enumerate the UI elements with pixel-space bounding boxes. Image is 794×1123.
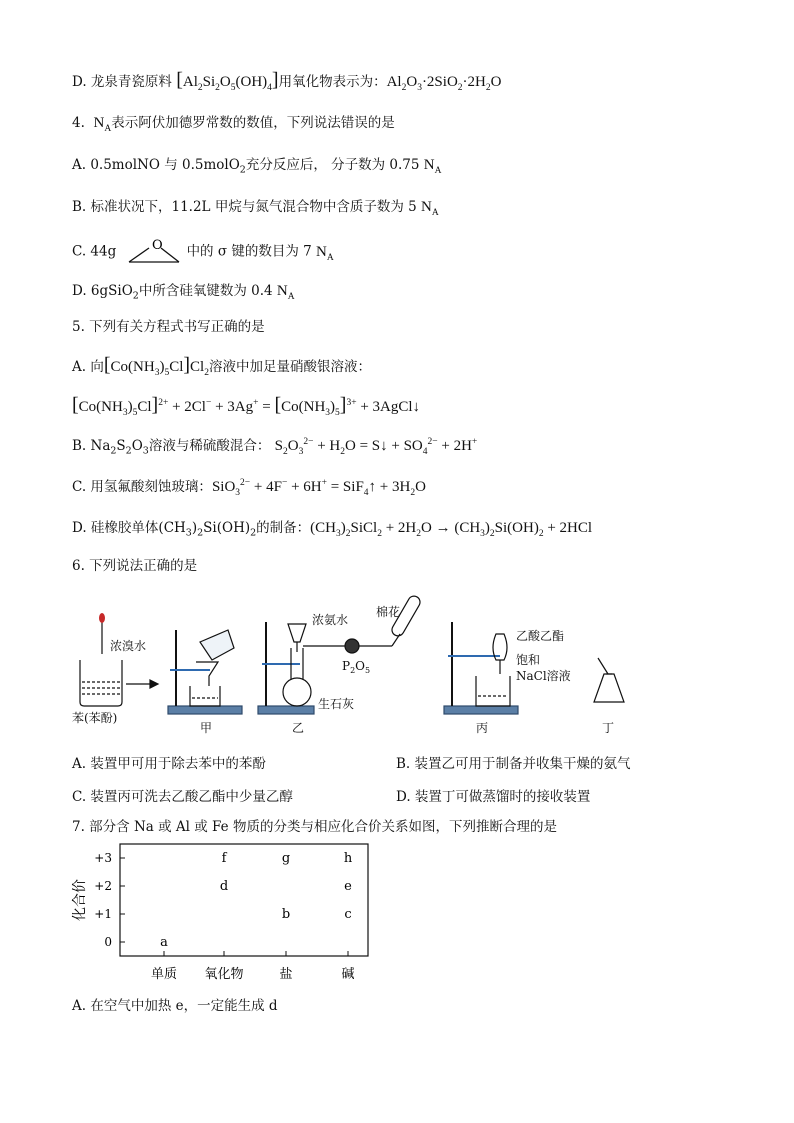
x-tick-label: 单质 (150, 967, 178, 982)
data-point-h: h (343, 851, 353, 866)
q4-option-a: A. 0.5molNO 与 0.5molO$_2$充分反应后， 分子数为 0.75 $N_A$ (72, 157, 442, 176)
q6-option-d: D. 装置丁可做蒸馏时的接收装置 (396, 789, 591, 805)
q6-option-c: C. 装置丙可洗去乙酸乙酯中少量乙醇 (72, 789, 293, 805)
x-tick-label: 碱 (341, 967, 355, 982)
q5-a-equation: $[Co(NH_3)_5Cl]^{2+} + 2Cl^- + 3Ag^+ = [Co(NH_3)_5]^{3+}$ + 3AgCl↓ (72, 394, 421, 418)
q4-c-text: C. 44g (72, 243, 117, 260)
q5-d-text: D. 硅橡胶单体(CH (72, 520, 186, 536)
q5-b-mid: 溶液与稀硫酸混合： (148, 438, 271, 454)
y-tick-label: +1 (94, 907, 112, 921)
label-ding: 丁 (602, 721, 615, 735)
chart-frame (120, 844, 368, 956)
data-point-f: f (221, 851, 227, 866)
q4-a-na: $N_A$ (423, 157, 442, 176)
q6-apparatus-figure (0, 590, 794, 740)
q5-a-complex: $[Co(NH_3)_5Cl]Cl_2$ (103, 354, 209, 378)
q3-d-prefix: D. 龙泉青瓷原料 (72, 74, 172, 90)
q4-a-text: A. 0.5molNO 与 0.5molO (72, 157, 240, 173)
q5-option-d: D. 硅橡胶单体$(CH_3)_2Si(OH)_2$的制备：$(CH_3)_2SiCl_2 + 2H_2O \to (CH_3)_2Si(OH)_2 + 2HCl$ (72, 520, 593, 539)
q5-b-equation: $S_2O_3^{2-} + H_2O$ = S↓ + $SO_4^{2-} + 2H^+$ (274, 437, 478, 457)
data-point-e: e (344, 879, 352, 894)
q5-b-text: B. Na (72, 438, 111, 454)
valence-chart (68, 838, 388, 988)
label-benzene: 苯(苯酚) (72, 711, 118, 725)
epoxide-o-label: O (151, 238, 163, 253)
label-bing: 丙 (476, 721, 489, 735)
epoxide-ring-icon (125, 238, 183, 266)
chart-y-axis-label: 化合价 (72, 879, 88, 921)
data-point-g: g (281, 851, 291, 866)
x-tick-label: 盐 (279, 967, 293, 982)
y-tick-label: +3 (94, 851, 112, 865)
label-saturated: 饱和 (516, 653, 541, 667)
q5-option-b: B. $Na_2S_2O_3$溶液与稀硫酸混合： $S_2O_3^{2-} + H_2O$ = S↓ + $SO_4^{2-} + 2H^+$ (72, 437, 478, 457)
apparatus-jia (80, 613, 242, 714)
q5-stem: 5. 下列有关方程式书写正确的是 (72, 319, 265, 335)
q3-d-formula: $[Al_2Si_2O_5(OH)_4]$ (176, 69, 279, 93)
q4-d-na: $N_A$ (276, 283, 295, 302)
q3-d-mid: 用氧化物表示为： (278, 74, 387, 90)
q3-option-d (72, 70, 501, 92)
apparatus-bing (444, 622, 518, 714)
q4-c-na: $N_A$ (316, 243, 334, 263)
label-quicklime: 生石灰 (318, 697, 355, 711)
q4-a-mid: 充分反应后， 分子数为 0.75 (245, 157, 420, 173)
label-bromine-water: 浓溴水 (110, 639, 147, 653)
q4-d-mid: 中所含硅氧键数为 0.4 (138, 283, 273, 299)
q5-c-text: C. 用氢氟酸刻蚀玻璃： (72, 479, 212, 495)
q5-option-c (72, 477, 426, 497)
q6-option-a: A. 装置甲可用于除去苯中的苯酚 (72, 756, 266, 772)
q4-na-symbol: $N_A$ (93, 115, 112, 134)
label-ethyl-acetate: 乙酸乙酯 (516, 629, 565, 643)
data-point-b: b (281, 907, 291, 922)
label-yi: 乙 (292, 721, 305, 735)
label-p2o5: $P_2O_5$ (342, 659, 371, 675)
data-point-d: d (219, 879, 229, 894)
data-point-c: c (344, 907, 352, 922)
q5-option-a (72, 355, 371, 377)
data-point-a: a (160, 935, 168, 950)
apparatus-ding (594, 658, 624, 702)
q4-c-mid: 中的 σ 键的数目为 7 (186, 243, 312, 260)
q7-stem: 7. 部分含 Na 或 Al 或 Fe 物质的分类与相应化合价关系如图，下列推断合理的是 (72, 819, 557, 835)
q4-b-na: $N_A$ (421, 199, 439, 218)
q5-a-text: A. 向 (72, 359, 104, 375)
label-ammonia: 浓氨水 (312, 613, 349, 627)
q4-stem-text: 表示阿伏加德罗常数的数值，下列说法错误的是 (111, 115, 395, 131)
q4-stem (72, 113, 395, 133)
label-nacl-solution: NaCl溶液 (516, 669, 571, 683)
q4-number: 4. (72, 115, 85, 131)
q4-option-b (72, 197, 439, 217)
q4-d-text: D. 6gSiO (72, 283, 133, 299)
y-tick-label: +2 (94, 879, 112, 893)
q4-option-d: D. 6gSiO$_2$中所含硅氧键数为 0.4 $N_A$ (72, 283, 295, 302)
q6-stem: 6. 下列说法正确的是 (72, 558, 198, 574)
q4-b-text: B. 标准状况下，11.2L 甲烷与氮气混合物中含质子数为 5 (72, 199, 417, 215)
label-cotton: 棉花 (376, 605, 401, 619)
q6-option-b: B. 装置乙可用于制备并收集干燥的氨气 (396, 756, 631, 772)
q5-d-mid: 的制备： (256, 520, 311, 536)
q7-option-a: A. 在空气中加热 e，一定能生成 d (72, 998, 278, 1014)
q5-c-equation: SiO$_3^{2-}$ + 4F− + 6H+ = SiF$_4$↑ + $3H_2O$ (211, 478, 426, 498)
q5-d-equation: $(CH_3)_2SiCl_2 + 2H_2O \to (CH_3)_2Si(OH)_2 + 2HCl$ (310, 520, 593, 539)
q4-option-c (72, 238, 334, 266)
y-tick-label: 0 (104, 935, 112, 949)
q5-a-mid: 溶液中加足量硝酸银溶液： (208, 359, 371, 375)
x-tick-label: 氧化物 (204, 967, 244, 982)
q3-d-oxide-formula: $Al_2O_3\cdot 2SiO_2\cdot 2H_2O$ (386, 74, 502, 93)
label-jia: 甲 (200, 721, 213, 735)
